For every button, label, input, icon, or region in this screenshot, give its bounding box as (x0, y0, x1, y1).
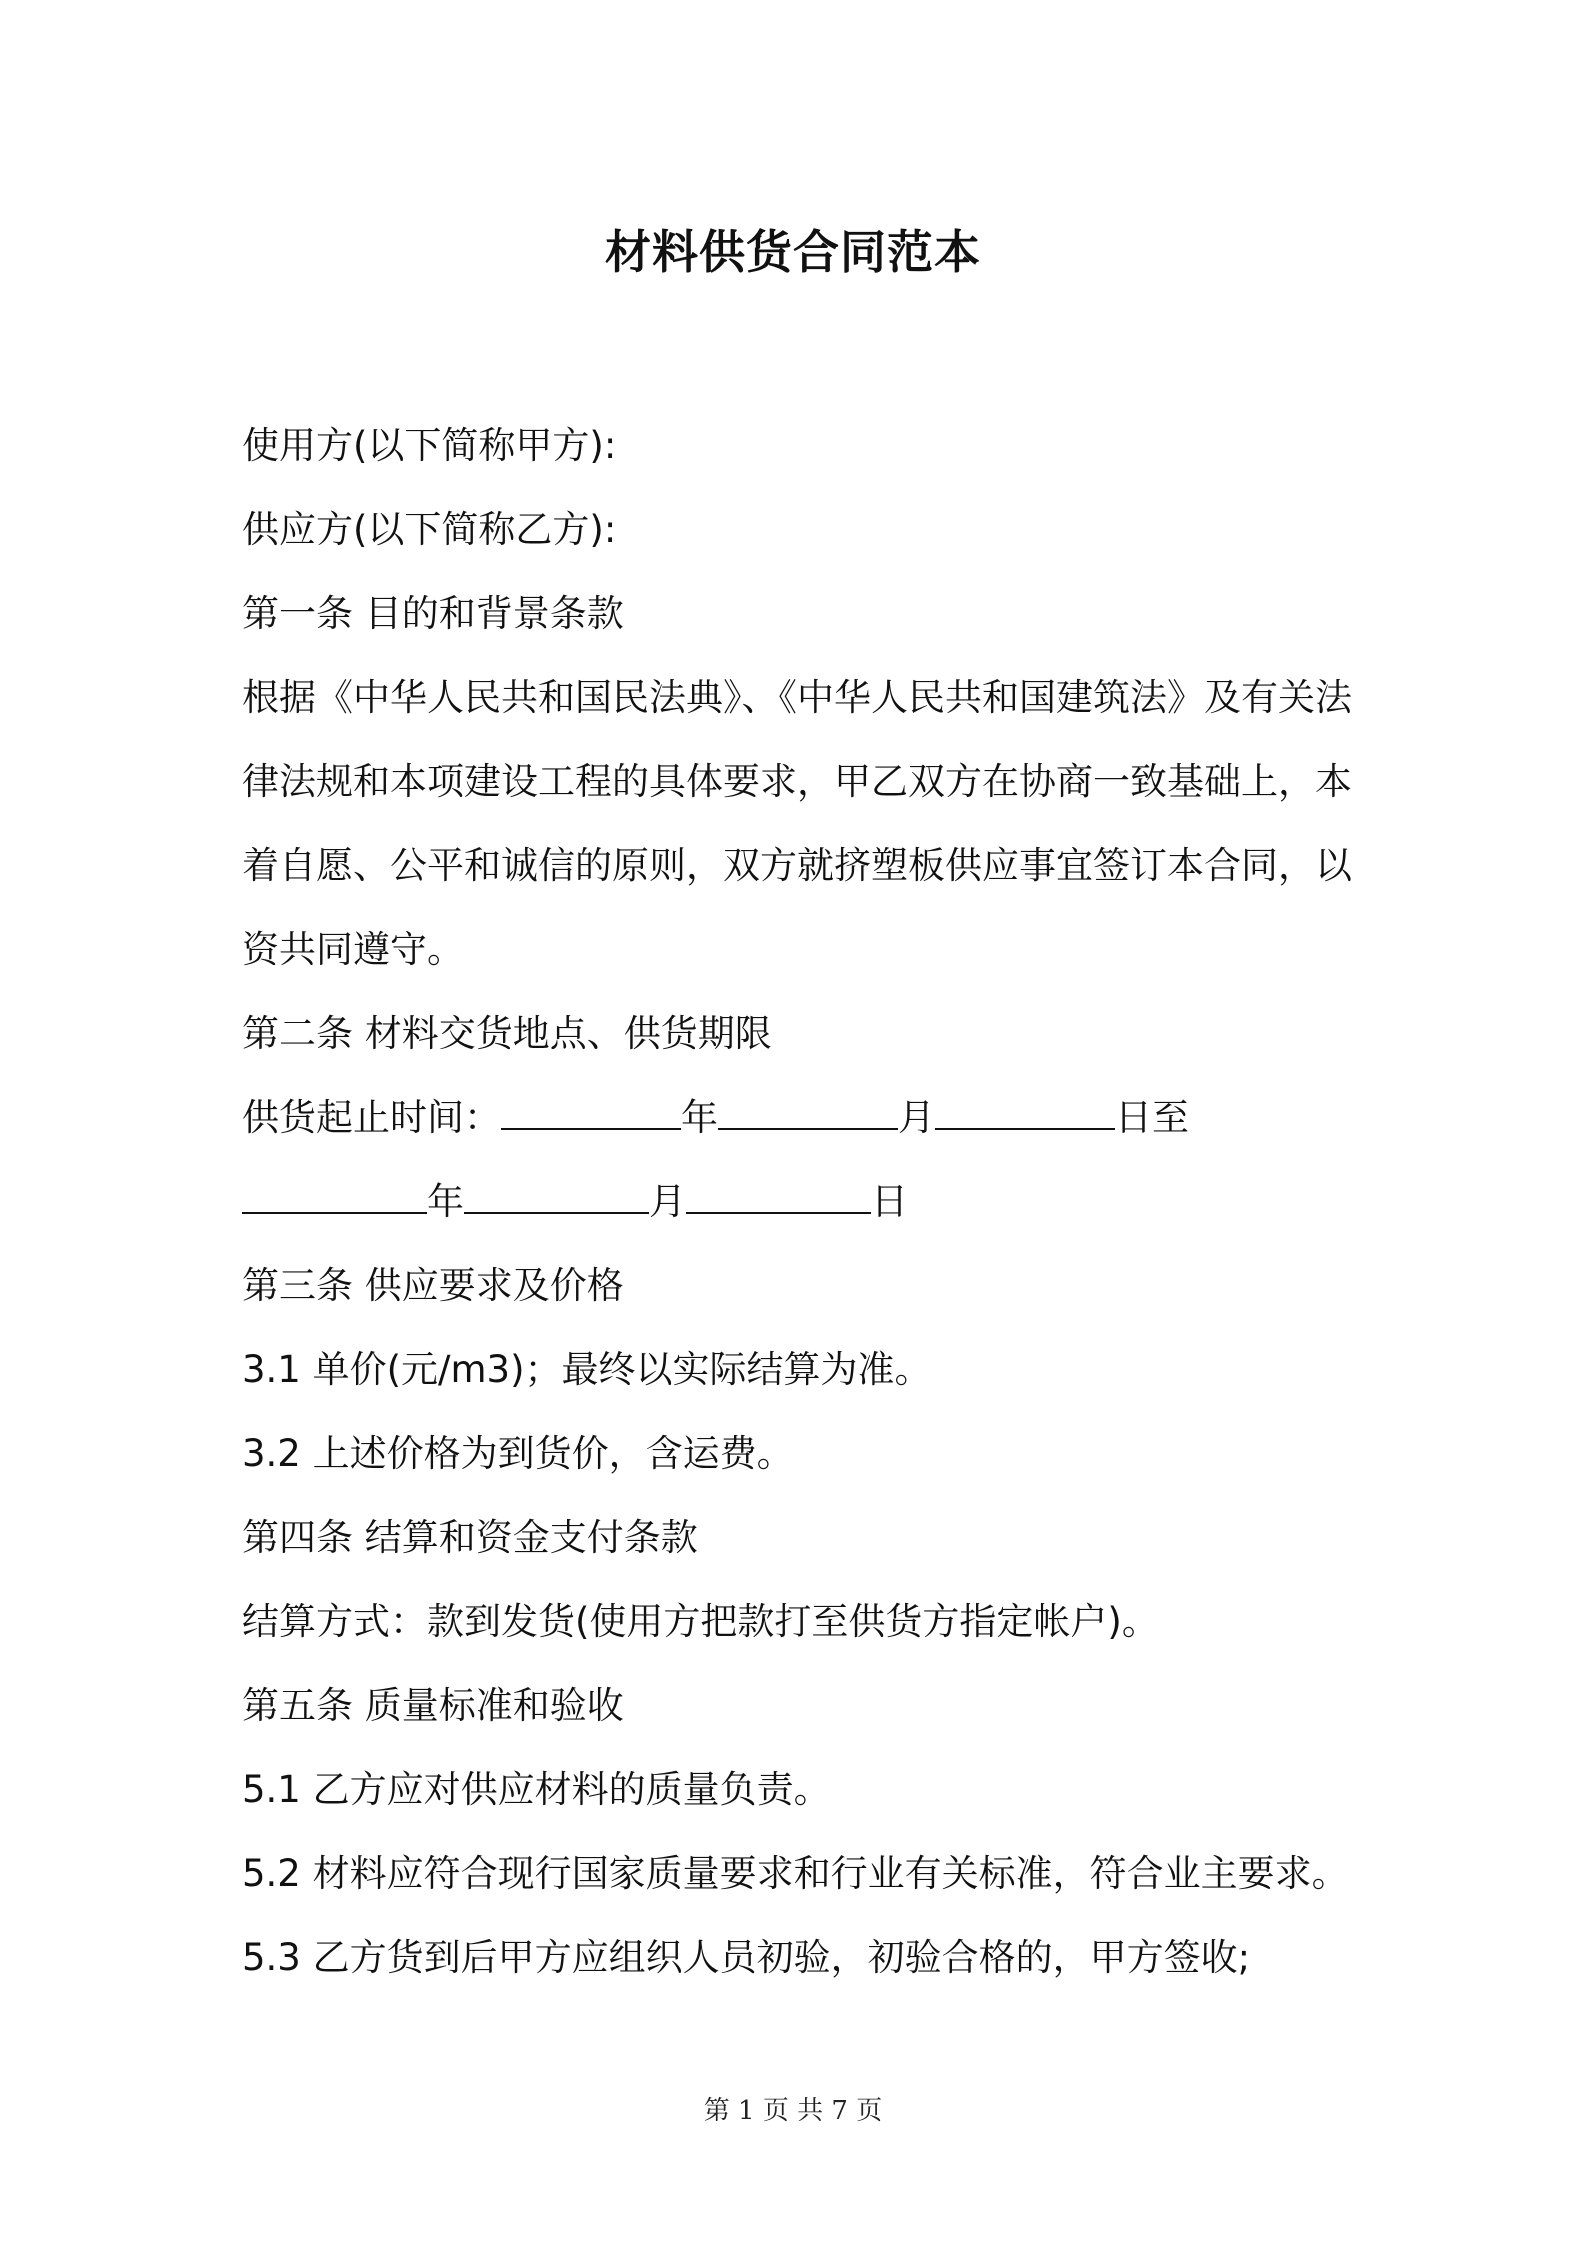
settlement-method: 结算方式：款到发货(使用方把款打至供货方指定帐户)。 (242, 1600, 1159, 1643)
month-label: 月 (898, 1096, 935, 1139)
supply-period-label: 供货起止时间： (242, 1096, 501, 1139)
article1-line: 根据《中华人民共和国民法典》、《中华人民共和国建筑法》及有关法 (242, 676, 1352, 719)
day-to-label: 日至 (1115, 1096, 1189, 1139)
end-month-blank (464, 1178, 649, 1214)
start-year-blank (501, 1094, 681, 1130)
article1-line: 律法规和本项建设工程的具体要求，甲乙双方在协商一致基础上，本 (242, 760, 1352, 803)
page-number-footer: 第 1 页 共 7 页 (703, 2096, 883, 2126)
start-day-blank (935, 1094, 1115, 1130)
article5-item: 5.3 乙方货到后甲方应组织人员初验，初验合格的，甲方签收; (242, 1936, 1251, 1979)
article5-heading: 第五条 质量标准和验收 (242, 1684, 624, 1727)
article1-line: 着自愿、公平和诚信的原则，双方就挤塑板供应事宜签订本合同，以 (242, 844, 1352, 887)
user-party-line: 使用方(以下简称甲方): (242, 424, 617, 467)
end-year-blank (242, 1178, 427, 1214)
article1-line: 资共同遵守。 (242, 928, 464, 971)
year-label: 年 (681, 1096, 718, 1139)
article1-heading: 第一条 目的和背景条款 (242, 592, 624, 635)
article5-item: 5.1 乙方应对供应材料的质量负责。 (242, 1768, 831, 1811)
year-label: 年 (427, 1180, 464, 1223)
document-title: 材料供货合同范本 (605, 225, 981, 279)
supplier-party-line: 供应方(以下简称乙方): (242, 508, 617, 551)
article3-item: 3.2 上述价格为到货价，含运费。 (242, 1432, 794, 1475)
supply-period-end-line (242, 1160, 1352, 1244)
start-month-blank (718, 1094, 898, 1130)
article3-heading: 第三条 供应要求及价格 (242, 1264, 624, 1307)
document-body (242, 404, 1352, 2000)
article5-item: 5.2 材料应符合现行国家质量要求和行业有关标准，符合业主要求。 (242, 1852, 1349, 1895)
article4-heading: 第四条 结算和资金支付条款 (242, 1516, 698, 1559)
day-label: 日 (871, 1180, 908, 1223)
article2-heading: 第二条 材料交货地点、供货期限 (242, 1012, 772, 1055)
supply-period-start-line (242, 1076, 1352, 1160)
month-label: 月 (649, 1180, 686, 1223)
article3-item: 3.1 单价(元/m3)；最终以实际结算为准。 (242, 1348, 932, 1391)
end-day-blank (686, 1178, 871, 1214)
